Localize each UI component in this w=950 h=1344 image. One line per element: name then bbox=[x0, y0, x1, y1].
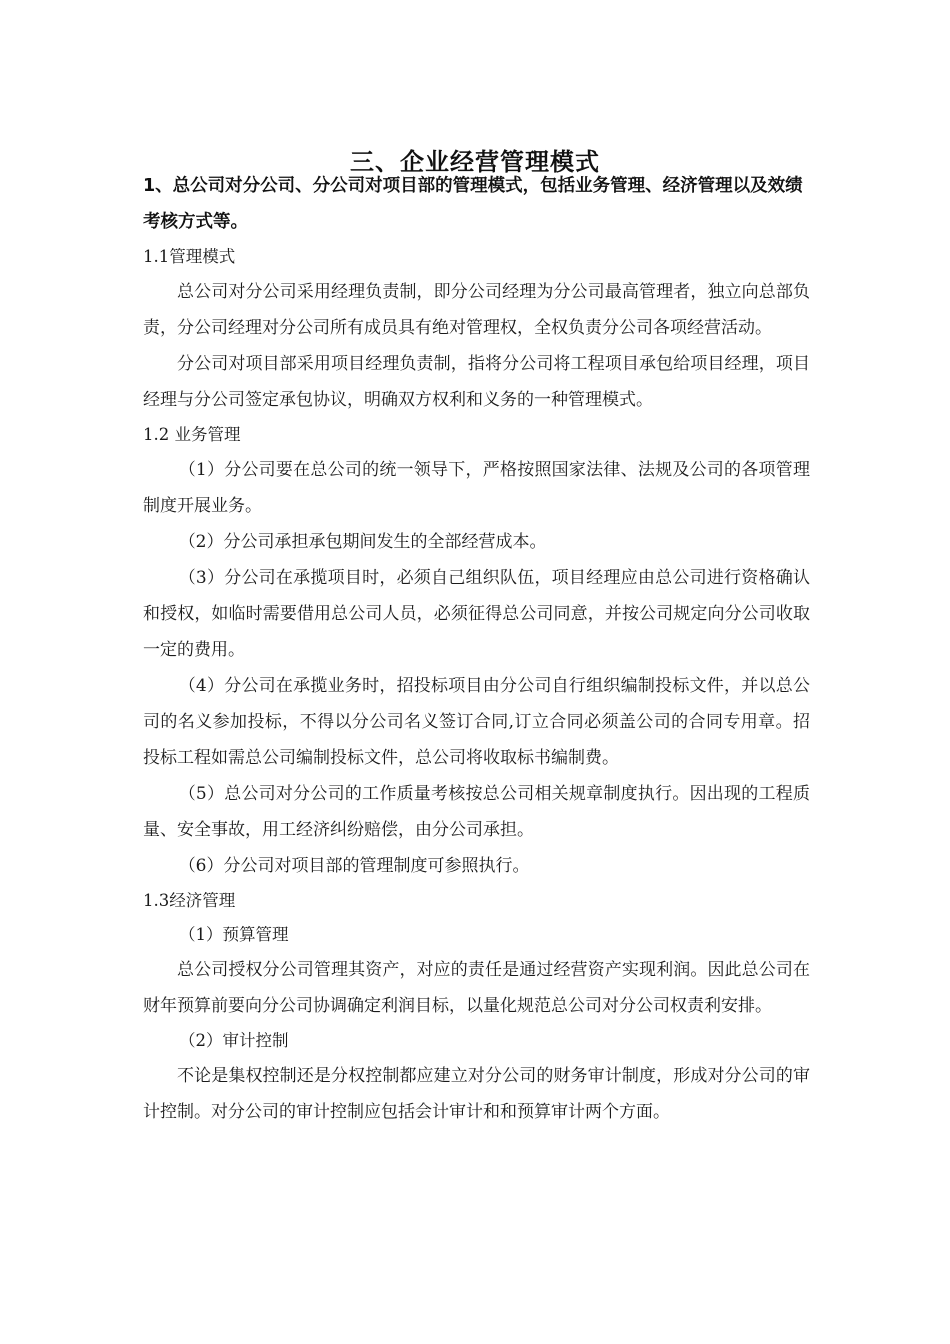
subsection-1-3-heading: 1.3经济管理 bbox=[143, 891, 236, 910]
subsection-1-2-heading: 1.2 业务管理 bbox=[143, 425, 241, 444]
document-title: 三、企业经营管理模式 bbox=[350, 148, 600, 177]
list-item: （5）总公司对分公司的工作质量考核按总公司相关规章制度执行。因出现的工程质量、安全事故，用工经济纠纷赔偿，由分公司承担。 bbox=[143, 784, 810, 840]
audit-control-label: （2）审计控制 bbox=[179, 1031, 289, 1050]
list-item: （6）分公司对项目部的管理制度可参照执行。 bbox=[178, 856, 530, 876]
paragraph: 分公司对项目部采用项目经理负责制，指将分公司将工程项目承包给项目经理，项目经理与分公司签定承包协议，明确双方权利和义务的一种管理模式。 bbox=[143, 354, 810, 410]
paragraph: 不论是集权控制还是分权控制都应建立对分公司的财务审计制度，形成对分公司的审计控制。对分公司的审计控制应包括会计审计和和预算审计两个方面。 bbox=[143, 1066, 810, 1122]
list-item: （3）分公司在承揽项目时，必须自己组织队伍，项目经理应由总公司进行资格确认和授权，如临时需要借用总公司人员，必须征得总公司同意，并按公司规定向分公司收取一定的费用。 bbox=[143, 568, 810, 660]
paragraph: 总公司授权分公司管理其资产，对应的责任是通过经营资产实现利润。因此总公司在财年预算前要向分公司协调确定利润目标，以量化规范总公司对分公司权责利安排。 bbox=[143, 960, 810, 1016]
list-item: （2）分公司承担承包期间发生的全部经营成本。 bbox=[178, 532, 547, 552]
paragraph: 总公司对分公司采用经理负责制，即分公司经理为分公司最高管理者，独立向总部负责，分公司经理对分公司所有成员具有绝对管理权，全权负责分公司各项经营活动。 bbox=[143, 282, 810, 338]
budget-management-label: （1）预算管理 bbox=[179, 925, 289, 944]
list-item: （4）分公司在承揽业务时，招投标项目由分公司自行组织编制投标文件，并以总公司的名义参加投标，不得以分公司名义签订合同,订立合同必须盖公司的合同专用章。招投标工程如需总公司编制投标文件，总公司将收取标书编制费。 bbox=[143, 676, 810, 768]
subsection-1-1-heading: 1.1管理模式 bbox=[143, 247, 236, 266]
document-body bbox=[143, 168, 810, 1130]
list-item: （1）分公司要在总公司的统一领导下，严格按照国家法律、法规及公司的各项管理制度开展业务。 bbox=[143, 460, 810, 516]
section-1-heading: 1、总公司对分公司、分公司对项目部的管理模式，包括业务管理、经济管理以及效绩考核方式等。 bbox=[143, 176, 803, 232]
